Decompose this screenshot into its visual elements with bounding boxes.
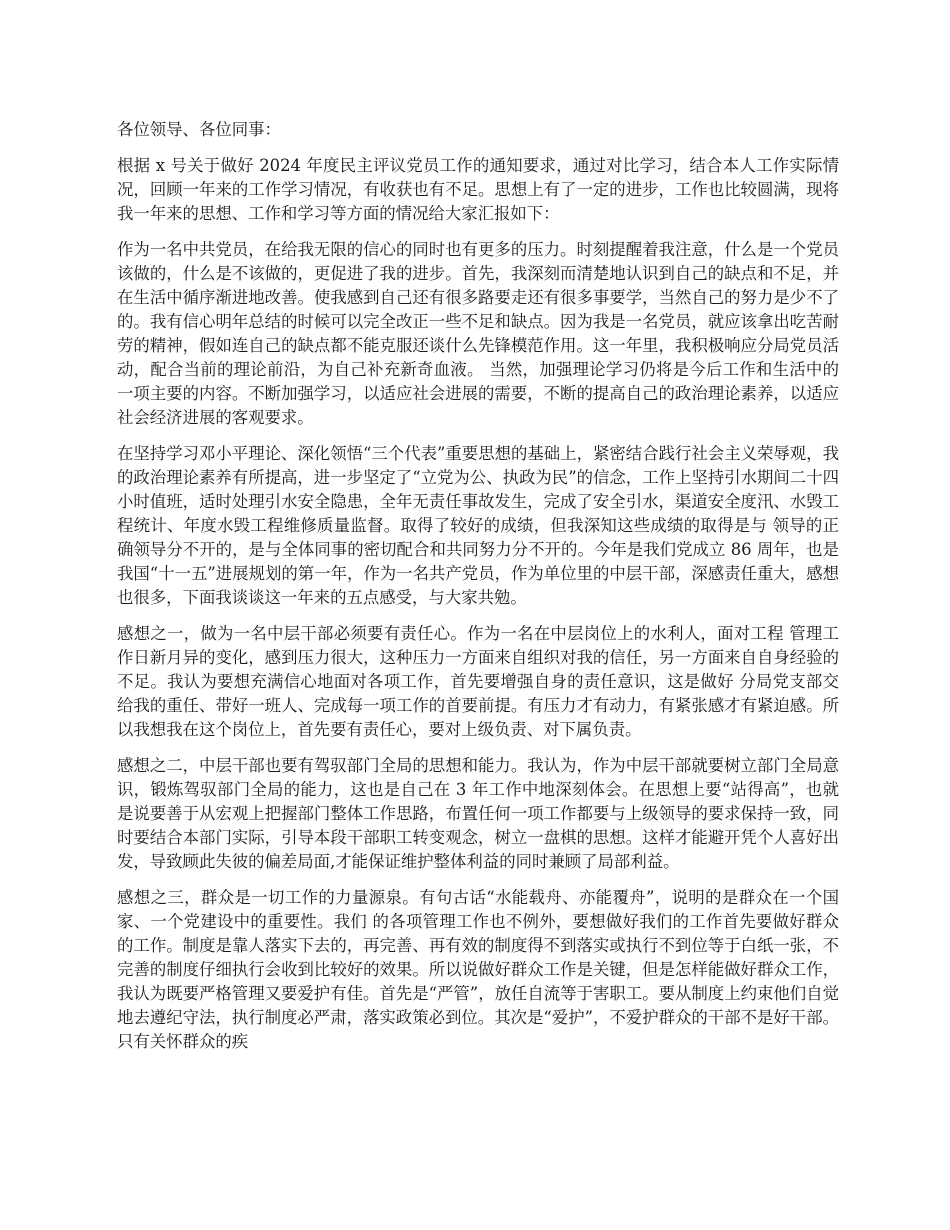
paragraph-reflection-2: 感想之二，中层干部也要有驾驭部门全局的思想和能力。我认为，作为中层干部就要树立部门全局意识，锻炼驾驭部门全局的能力，这也是自己在 3 年工作中地深刻体会。在思想上要“站得高”，也就是说要善于从宏观上把握部门整体工作思路，布置任何一项工作都要与上级领导的要求保持一致，同时要结合本部门实际，引导本段干部职工转变观念，树立一盘棋的思想。这样才能避开凭个人喜好出发，导致顾此失彼的偏差局面,才能保证维护整体利益的同时兼顾了局部利益。 bbox=[117, 756, 839, 871]
paragraph-reflection-1: 感想之一，做为一名中层干部必须要有责任心。作为一名在中层岗位上的水利人，面对工程 管理工作日新月异的变化，感到压力很大，这种压力一方面来自组织对我的信任，另一方面来自自身经验的不足。我认为要想充满信心地面对各项工作，首先要增强自身的责任意识，这是做好 分局党支部交给我的重任、带好一班人、完成每一项工作的首要前提。有压力才有动力，有紧张感才有紧迫感。所以我想我在这个岗位上，首先要有责任心，要对上级负责、对下属负责。 bbox=[117, 624, 839, 739]
document-body bbox=[117, 118, 839, 1066]
paragraph-intro: 根据 x 号关于做好 2024 年度民主评议党员工作的通知要求，通过对比学习，结合本人工作实际情况，回顾一年来的工作学习情况，有收获也有不足。思想上有了一定的进步，工作也比较圆满，现将我一年来的思想、工作和学习等方面的情况给大家汇报如下： bbox=[117, 156, 839, 223]
greeting: 各位领导、各位同事： bbox=[117, 120, 281, 139]
paragraph-reflection-3: 感想之三，群众是一切工作的力量源泉。有句古话“水能载舟、亦能覆舟”，说明的是群众在一个国家、一个党建设中的重要性。我们 的各项管理工作也不例外，要想做好我们的工作首先要做好群众的工作。制度是靠人落实下去的，再完善、再有效的制度得不到落实或执行不到位等于白纸一张，不完善的制度仔细执行会收到比较好的效果。所以说做好群众工作是关键，但是怎样能做好群众工作，我认为既要严格管理又要爱护有佳。首先是“严管”，放任自流等于害职工。要从制度上约束他们自觉地去遵纪守法，执行制度必严肃，落实政策必到位。其次是“爱护”，不爱护群众的干部不是好干部。只有关怀群众的疾 bbox=[117, 888, 839, 1051]
paragraph-theory-study: 在坚持学习邓小平理论、深化领悟“三个代表”重要思想的基础上，紧密结合践行社会主义荣辱观，我的政治理论素养有所提高，进一步坚定了“立党为公、执政为民”的信念，工作上坚持引水期间二十四小时值班，适时处理引水安全隐患，全年无责任事故发生，完成了安全引水，渠道安全度汛、水毁工程统计、年度水毁工程维修质量监督。取得了较好的成绩，但我深知这些成绩的取得是与 领导的正确领导分不开的，是与全体同事的密切配合和共同努力分不开的。今年是我们党成立 86 周年，也是我国“十一五”进展规划的第一年，作为一名共产党员，作为单位里的中层干部，深感责任重大，感想也很多，下面我谈谈这一年来的五点感受，与大家共勉。 bbox=[117, 444, 839, 607]
paragraph-party-member: 作为一名中共党员，在给我无限的信心的同时也有更多的压力。时刻提醒着我注意，什么是一个党员该做的，什么是不该做的，更促进了我的进步。首先，我深刻而清楚地认识到自己的缺点和不足，并在生活中循序渐进地改善。使我感到自己还有很多路要走还有很多事要学，当然自己的努力是少不了的。我有信心明年总结的时候可以完全改正一些不足和缺点。因为我是一名党员，就应该拿出吃苦耐劳的精神，假如连自己的缺点都不能克服还谈什么先锋模范作用。这一年里，我积极响应分局党员活动，配合当前的理论前沿，为自己补充新奇血液。 当然，加强理论学习仍将是今后工作和生活中的一项主要的内容。不断加强学习，以适应社会进展的需要，不断的提高自己的政治理论素养，以适应社会经济进展的客观要求。 bbox=[117, 240, 839, 427]
